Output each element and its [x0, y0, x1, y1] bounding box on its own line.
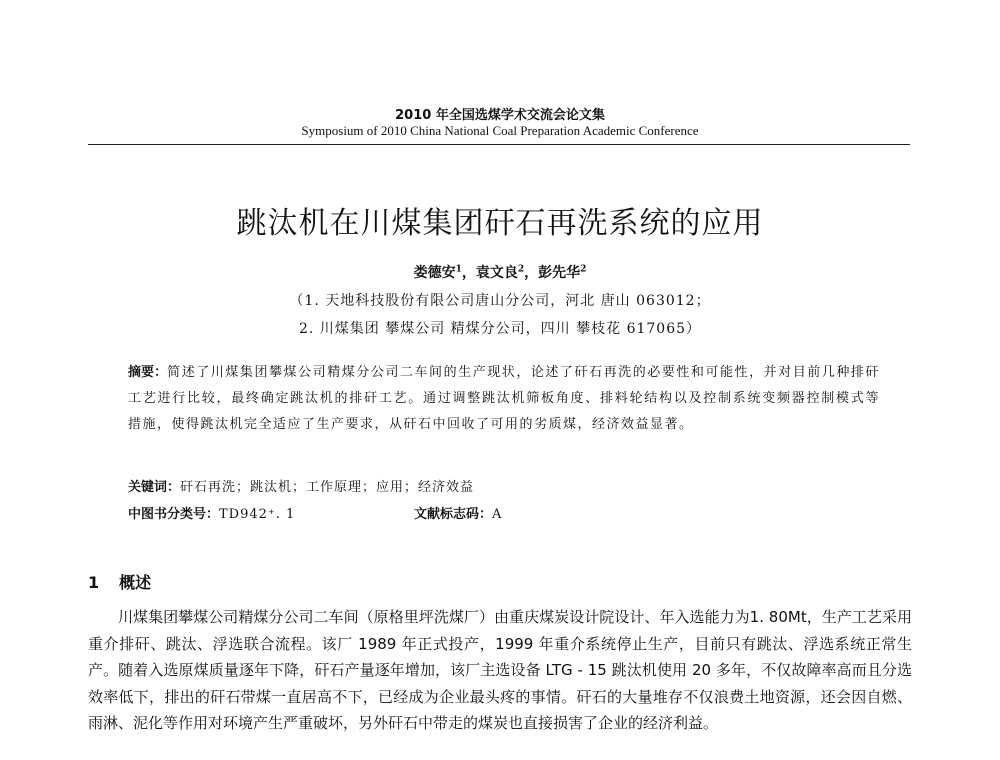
document-code [414, 503, 502, 522]
author-affiliation-mark: 2 [517, 264, 525, 275]
abstract [128, 360, 880, 438]
keywords-text: 矸石再洗；跳汰机；工作原理；应用；经济效益 [180, 480, 475, 495]
author-name: 袁文良 [475, 265, 518, 281]
classification-number [128, 503, 295, 522]
abstract-label: 摘要： [128, 365, 168, 380]
author-list: 娄德安$^1$，袁文良$^2$，彭先华$^2$ [413, 264, 587, 281]
affiliation-line-2: 2. 川煤集团 攀煤公司 精煤分公司，四川 攀枝花 617065） [298, 321, 702, 337]
author-affiliation-mark: 2 [580, 264, 587, 275]
body-paragraph: 川煤集团攀煤公司精煤分公司二车间（原格里坪洗煤厂）由重庆煤炭设计院设计、年入选能力为1. 80Mt，生产工艺采用重介排矸、跳汰、浮选联合流程。该厂 1989 年正式投产，1999 年重介系统停止生产，目前只有跳汰、浮选系统正常生产。随着入选原煤质量逐年下降，矸石产量逐年增加，该厂主选设备 LTG - 15 跳汰机使用 20 多年，不仅故障率高而且分选效率低下，排出的矸石带煤一直居高不下，已经成为企业最头疼的事情。矸石的大量堆存不仅浪费土地资源，还会因自燃、雨淋、泥化等作用对环境产生严重破坏，另外矸石中带走的煤炭也直接损害了企业的经济利益。 [88, 608, 912, 732]
proceedings-title-cn: 2010 年全国选煤学术交流会论文集 [395, 108, 605, 123]
affiliation-line-1: （1. 天地科技股份有限公司唐山分公司，河北 唐山 063012； [289, 293, 711, 309]
author-name: 娄德安 [413, 265, 456, 281]
section-title: 概述 [119, 573, 152, 592]
classification-label: 中图书分类号： [128, 507, 220, 522]
author-name: 彭先华 [538, 265, 581, 281]
section-number: 1 [88, 573, 100, 592]
document-code-label: 文献标志码： [414, 507, 493, 522]
classification-value: TD942⁺. 1 [219, 507, 296, 522]
header-rule [88, 144, 910, 145]
author-affiliation-mark: 1 [455, 264, 462, 275]
paper-title: 跳汰机在川煤集团矸石再洗系统的应用 [236, 206, 764, 241]
keywords [128, 476, 474, 495]
keywords-label: 关键词： [128, 480, 181, 495]
section-heading [88, 570, 151, 593]
proceedings-title-en: Symposium of 2010 China National Coal Preparation Academic Conference [301, 123, 699, 138]
abstract-text: 简述了川煤集团攀煤公司精煤分公司二车间的生产现状，论述了矸石再洗的必要性和可能性，并对目前几种排矸工艺进行比较，最终确定跳汰机的排矸工艺。通过调整跳汰机筛板角度、排料轮结构以及控制系统变频器控制模式等措施，使得跳汰机完全适应了生产要求，从矸石中回收了可用的劣质煤，经济效益显著。 [128, 365, 880, 432]
document-code-value: A [492, 507, 503, 522]
